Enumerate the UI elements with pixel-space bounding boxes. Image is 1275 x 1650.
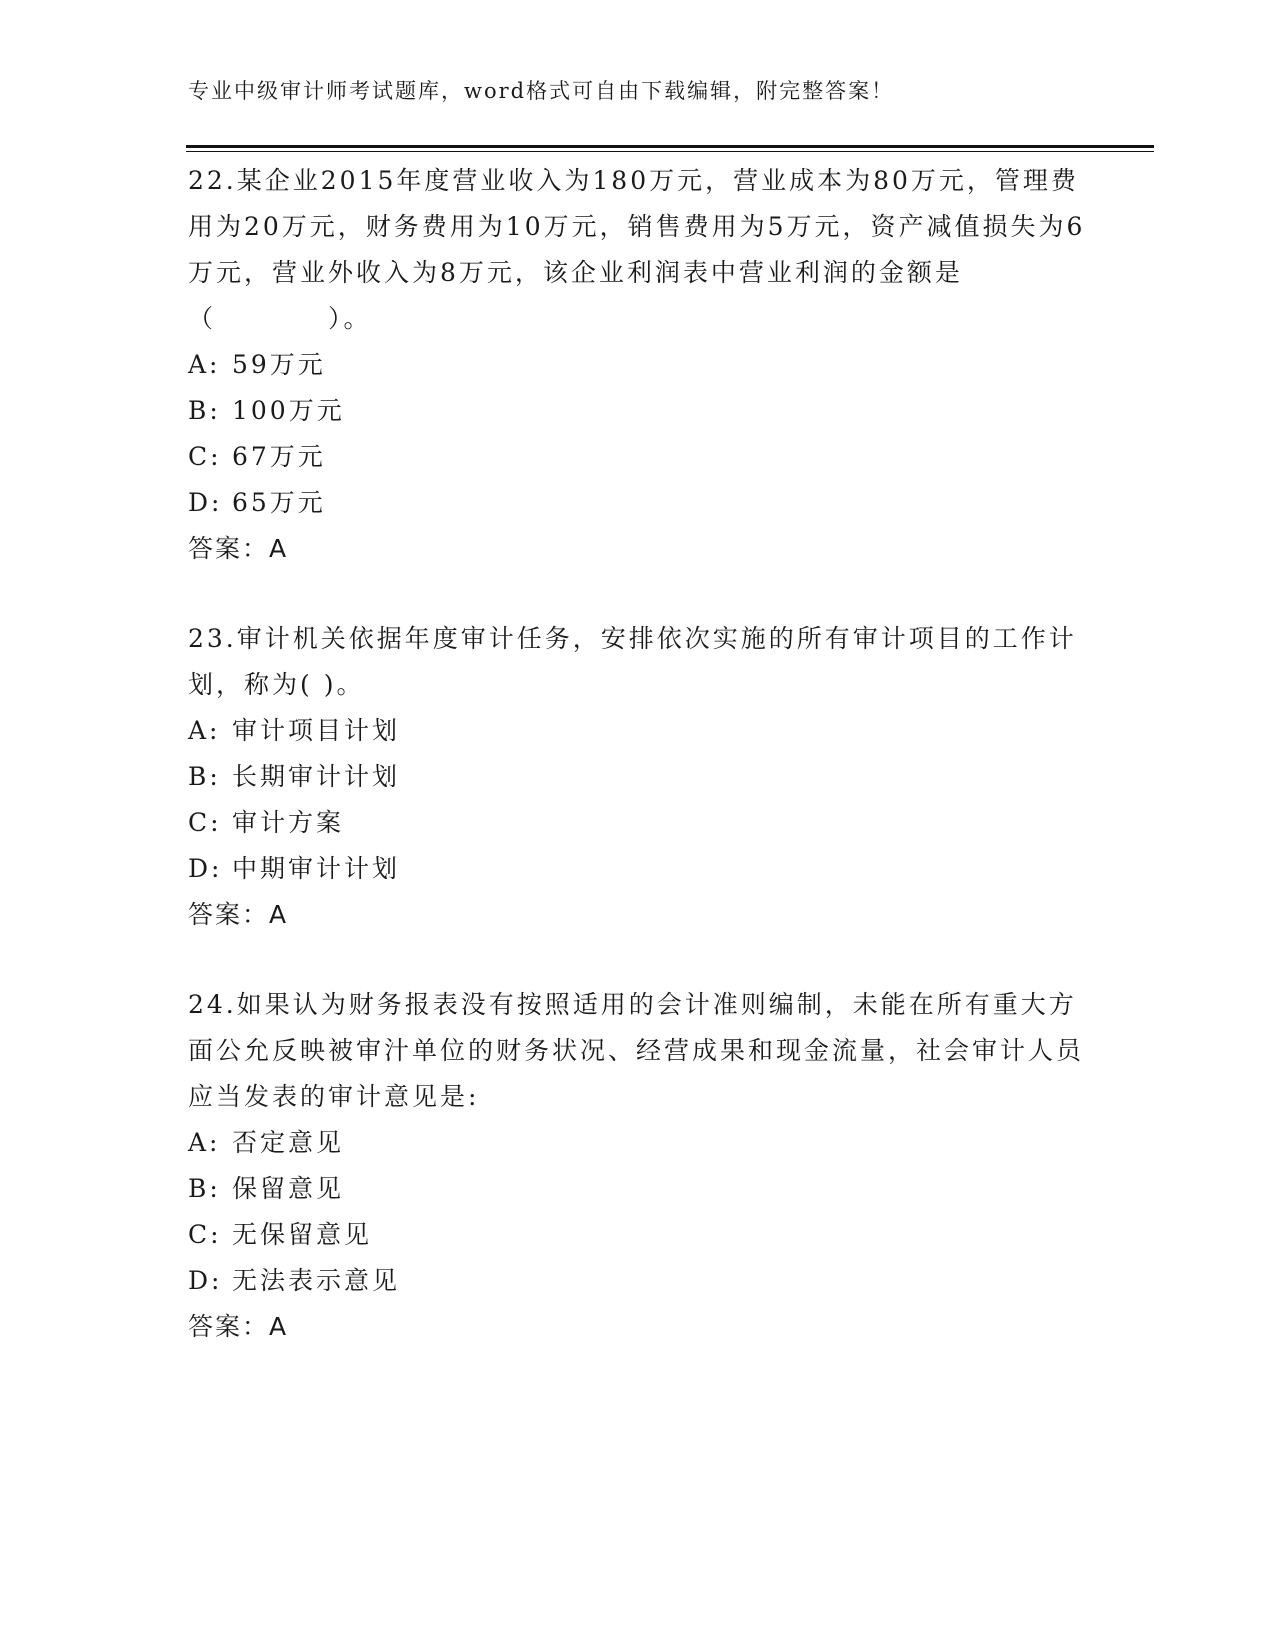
option-c [188,800,1088,846]
question-stem: 22.某企业2015年度营业收入为180万元，营业成本为80万元，管理费用为20万元，财务费用为10万元，销售费用为5万元，资产减值损失为6万元，营业外收入为8万元，该企业利润表中营业利润的金额是（ ）。 [188,166,1086,333]
option-c [188,434,1088,480]
option-key: D: [188,488,223,517]
question-list [188,158,1088,1394]
header-rule-thick [186,145,1154,148]
option-b [188,1166,1088,1212]
option-text: 65万元 [232,488,326,517]
question-stem: 23.审计机关依据年度审计任务，安排依次实施的所有审计项目的工作计划，称为( )。 [188,624,1077,699]
answer-line: 答案：A [188,1312,289,1341]
option-key: A: [188,350,221,379]
answer-line: 答案：A [188,900,289,929]
option-d [188,1258,1088,1304]
option-text: 59万元 [232,350,326,379]
option-d [188,846,1088,892]
option-key: B: [188,396,221,425]
option-b [188,388,1088,434]
option-text: 长期审计计划 [232,762,401,791]
option-text: 否定意见 [232,1128,345,1157]
page-header: 专业中级审计师考试题库，word格式可自由下载编辑，附完整答案！ [188,79,895,103]
question-24 [188,982,1088,1350]
option-a [188,1120,1088,1166]
option-a [188,708,1088,754]
option-text: 100万元 [232,396,345,425]
option-key: D: [188,1266,223,1295]
option-key: C: [188,1220,222,1249]
option-text: 中期审计计划 [232,854,401,883]
option-text: 审计方案 [232,808,345,837]
option-b [188,754,1088,800]
option-d [188,480,1088,526]
option-key: C: [188,442,222,471]
option-text: 保留意见 [232,1174,345,1203]
option-text: 67万元 [232,442,326,471]
option-key: B: [188,1174,221,1203]
option-text: 无法表示意见 [232,1266,401,1295]
option-key: A: [188,1128,221,1157]
option-key: B: [188,762,221,791]
option-key: A: [188,716,221,745]
option-text: 无保留意见 [232,1220,373,1249]
answer-line: 答案：A [188,534,289,563]
option-c [188,1212,1088,1258]
option-text: 审计项目计划 [232,716,401,745]
question-stem: 24.如果认为财务报表没有按照适用的会计准则编制，未能在所有重大方面公允反映被审汁单位的财务状况、经营成果和现金流量，社会审计人员应当发表的审计意见是: [188,990,1085,1111]
option-a [188,342,1088,388]
header-rule-thin [186,151,1154,152]
option-key: C: [188,808,222,837]
option-key: D: [188,854,223,883]
question-22 [188,158,1088,572]
question-23 [188,616,1088,938]
